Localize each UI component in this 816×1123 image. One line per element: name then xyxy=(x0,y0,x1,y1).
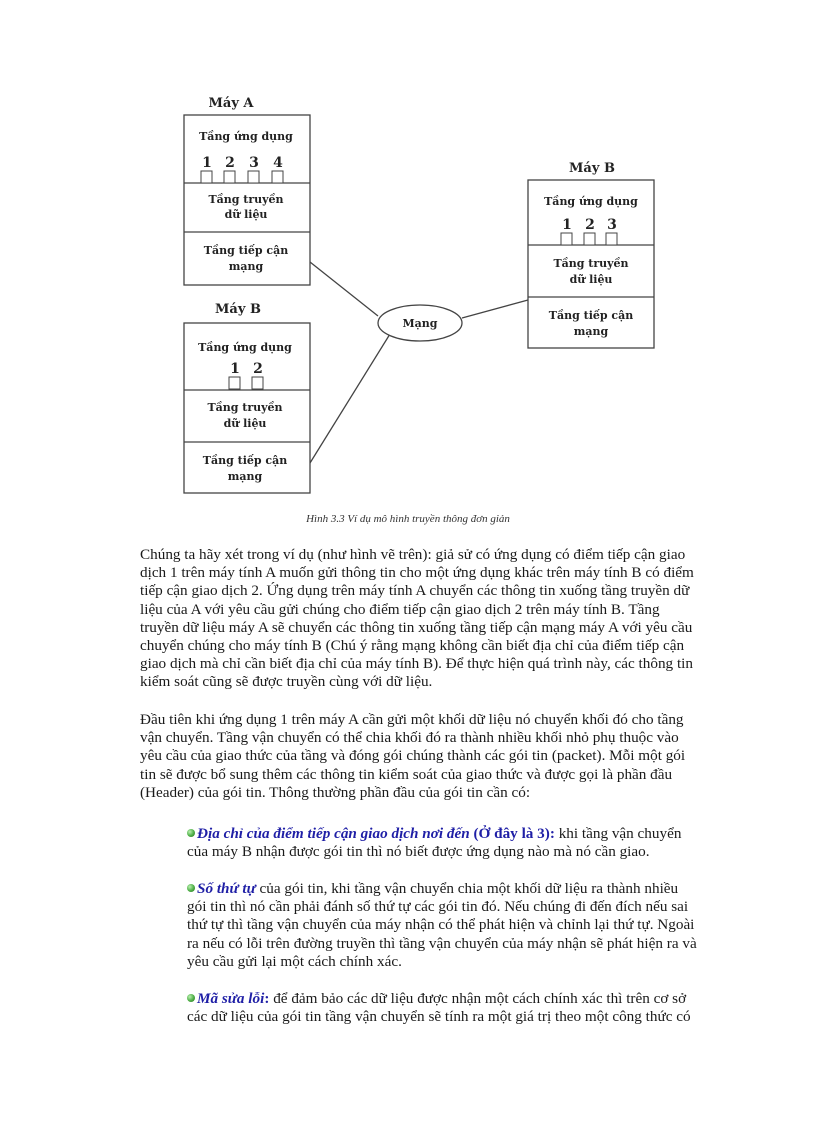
bullet-sequence-number xyxy=(187,880,697,971)
bullet-text: của gói tin, khi tầng vận chuyển chia một khối dữ liệu ra thành nhiều gói tin thì nó cần phải đánh số thứ tự các gói tin đó. Nếu chúng đi đến đích nếu sai thứ tự thì tầng vận chuyển của máy nhận có thể phát hiện và chỉnh lại thứ tự. Ngoài ra nếu có lỗi trên đường truyền thì tầng vận chuyển của máy nhận sẽ phát hiện ra và yêu cầu gửi lại một cách chính xác. xyxy=(187,880,697,970)
host-b-left-transport-line1: Tầng truyền xyxy=(207,401,283,414)
network-label: Mạng xyxy=(402,317,438,330)
host-a-port-box-2 xyxy=(224,171,235,183)
host-b-right-port-2: 2 xyxy=(585,217,595,233)
host-a-port-box-1 xyxy=(201,171,212,183)
bullet-term: Số thứ tự xyxy=(197,880,256,897)
host-a-transport-line1: Tầng truyền xyxy=(208,193,284,206)
host-b-left-app-layer: Tầng ứng dụng xyxy=(198,341,292,354)
bullet-text: khi tầng vận chuyển của máy B nhận được gói tin thì nó biết được ứng dụng nào mà nó cần giao. xyxy=(187,825,682,861)
diagram-canvas xyxy=(0,0,816,520)
host-a-transport-line2: dữ liệu xyxy=(224,208,268,221)
bullet-note: : xyxy=(264,990,270,1007)
host-b-right-port-box-2 xyxy=(584,233,595,245)
host-a-port-2: 2 xyxy=(225,155,235,171)
link-a-network xyxy=(310,262,378,316)
host-b-left-title: Máy B xyxy=(215,302,261,317)
host-b-right-port-box-1 xyxy=(561,233,572,245)
link-network-b-right xyxy=(462,300,528,318)
paragraph-2: Đầu tiên khi ứng dụng 1 trên máy A cần gửi một khối dữ liệu nó chuyển khối đó cho tầng vận chuyển. Tầng vận chuyển có thể chia khối đó ra thành nhiều khối nhỏ phụ thuộc vào yêu cầu của giao thức của tầng và đóng gói chúng thành các gói tin (packet). Mỗi một gói tin sẽ được bổ sung thêm các thông tin kiểm soát của giao thức và được gọi là phần đầu (Header) của gói tin. Thông thường phần đầu của gói tin cần có: xyxy=(140,711,686,801)
bullet-icon xyxy=(187,994,195,1002)
host-b-left-port-1: 1 xyxy=(230,361,240,377)
host-a xyxy=(184,96,310,285)
host-b-left-port-box-1 xyxy=(229,377,240,389)
network-node xyxy=(378,305,462,341)
bullet-term: Địa chỉ của điểm tiếp cận giao dịch nơi đến xyxy=(197,825,470,842)
host-b-right-title: Máy B xyxy=(569,161,615,176)
bullet-note: (Ở đây là 3): xyxy=(469,825,555,842)
host-b-right-access-line1: Tầng tiếp cận xyxy=(548,309,634,322)
host-b-right-app-layer: Tầng ứng dụng xyxy=(544,195,638,208)
host-a-title: Máy A xyxy=(208,96,254,111)
host-b-right-transport-line1: Tầng truyền xyxy=(553,257,629,270)
host-b-left-access-line1: Tầng tiếp cận xyxy=(202,454,288,467)
bullet-icon xyxy=(187,829,195,837)
host-a-port-box-3 xyxy=(248,171,259,183)
host-b-right xyxy=(528,161,654,348)
link-b-left-network xyxy=(310,334,390,463)
network-diagram xyxy=(0,0,816,520)
host-a-port-box-4 xyxy=(272,171,283,183)
host-a-port-3: 3 xyxy=(249,155,259,171)
host-b-right-port-3: 3 xyxy=(607,217,617,233)
host-b-right-access-line2: mạng xyxy=(573,325,609,338)
host-b-right-port-1: 1 xyxy=(562,217,572,233)
host-a-app-layer: Tầng ứng dụng xyxy=(199,130,293,143)
host-b-left-access-line2: mạng xyxy=(227,470,263,483)
bullet-icon xyxy=(187,884,195,892)
host-b-left-port-box-2 xyxy=(252,377,263,389)
host-a-access-line1: Tầng tiếp cận xyxy=(203,244,289,257)
host-b-left-port-2: 2 xyxy=(253,361,263,377)
host-a-port-1: 1 xyxy=(202,155,212,171)
bullet-term: Mã sửa lỗi xyxy=(197,990,265,1007)
paragraph-1: Chúng ta hãy xét trong ví dụ (như hình vẽ trên): giả sử có ứng dụng có điểm tiếp cận giao dịch 1 trên máy tính A muốn gửi thông tin cho một ứng dụng khác trên máy tính B có điểm tiếp cận giao dịch 2. Ứng dụng trên máy tính A chuyển các thông tin xuống tầng truyền dữ liệu của A với yêu cầu gửi chúng cho điểm tiếp cận giao dịch 2 trên máy tính B. Tầng truyền dữ liệu máy A sẽ chuyển các thông tin xuống tầng tiếp cận mạng máy A với yêu cầu chuyển chúng cho máy tính B (Chú ý rằng mạng không cần biết địa chỉ của điểm tiếp cận giao dịch mà chỉ cần biết địa chỉ của máy tính B). Để thực hiện quá trình này, các thông tin kiểm soát cũng sẽ được truyền cùng với dữ liệu. xyxy=(140,546,694,691)
figure-caption: Hình 3.3 Ví dụ mô hình truyền thông đơn giản xyxy=(306,513,510,525)
host-b-right-port-box-3 xyxy=(606,233,617,245)
host-b-left-transport-line2: dữ liệu xyxy=(223,417,267,430)
host-a-access-line2: mạng xyxy=(228,260,264,273)
bullet-destination-address xyxy=(187,825,697,861)
host-b-left xyxy=(184,302,310,493)
bullet-error-code xyxy=(187,990,697,1026)
bullet-text: để đảm bảo các dữ liệu được nhận một cách chính xác thì trên cơ sở các dữ liệu của gói tin tầng vận chuyển sẽ tính ra một giá trị theo một công thức có xyxy=(187,990,691,1026)
host-a-port-4: 4 xyxy=(273,155,283,171)
host-b-right-transport-line2: dữ liệu xyxy=(569,273,613,286)
